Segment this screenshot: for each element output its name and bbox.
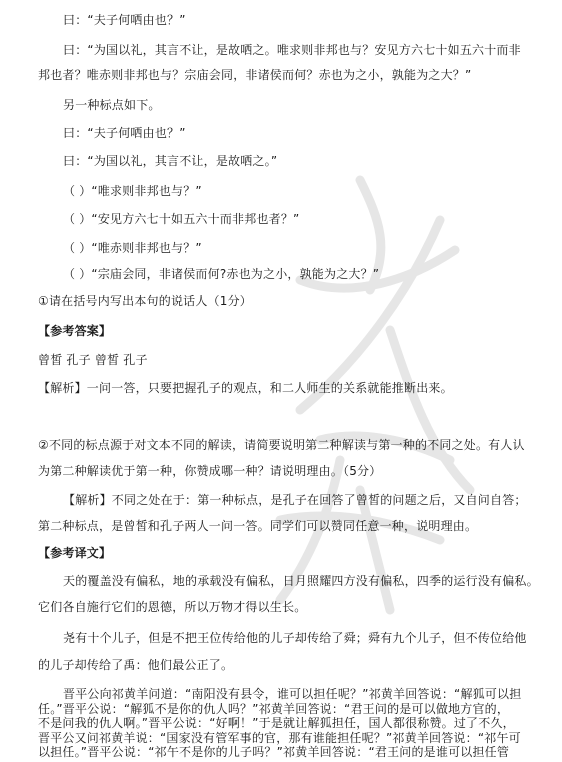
dialogue-line: 曰：“为国以礼，其言不让，是故哂之。唯求则非邦也与？安见方六七十如五六十而非 — [63, 43, 521, 57]
fill-blank-line: （ ）“安见方六七十如五六十而非邦也者？” — [63, 212, 300, 226]
analysis-text: 【解析】一问一答，只要把握孔子的观点，和二人师生的关系就能推断出来。 — [38, 381, 453, 395]
dialogue-line: 曰：“夫子何哂由也？” — [63, 13, 186, 27]
translation-text: 不是问我的仇人啊。”晋平公说：“好啊！”于是就让解狐担任，国人都很称赞。过了不久， — [38, 716, 515, 730]
analysis-text: 第二种标点，是曾皙和孔子两人一问一答。同学们可以赞同任意一种，说明理由。 — [38, 519, 478, 533]
question-text: 为第二种解读优于第一种，你赞成哪一种？请说明理由。（5分） — [38, 464, 382, 478]
dialogue-line: 曰：“夫子何哂由也？” — [63, 126, 186, 140]
analysis-text: 【解析】不同之处在于：第一种标点，是孔子在回答了曾皙的问题之后，又自问自答； — [63, 493, 527, 507]
answer-text: 曾皙 孔子 曾皙 孔子 — [38, 353, 148, 367]
question-text: ①请在括号内写出本句的说话人（1分） — [38, 294, 252, 308]
question-text: ②不同的标点源于对文本不同的解读，请简要说明第二种解读与第一种的不同之处。有人认 — [38, 438, 525, 452]
fill-blank-line: （ ）“唯赤则非邦也与？” — [63, 241, 202, 255]
translation-text: 的儿子却传给了禹：他们最公正了。 — [38, 658, 234, 672]
translation-text: 它们各自施行它们的恩德，所以万物才得以生长。 — [38, 600, 307, 614]
translation-text: 以担任。”晋平公说：“祁午不是你的儿子吗？”祁黄羊回答说：“君王问的是谁可以担任管 — [38, 745, 510, 759]
translation-heading: 【参考译文】 — [38, 546, 112, 560]
answer-heading: 【参考答案】 — [38, 324, 112, 338]
dialogue-line: 邦也者？唯赤则非邦也与？宗庙会同，非诸侯而何？赤也为之小，孰能为之大？” — [38, 68, 472, 82]
fill-blank-line: （ ）“宗庙会同，非诸侯而何?赤也为之小，孰能为之大？” — [63, 267, 380, 281]
translation-text: 晋平公向祁黄羊问道：“南阳没有县令，谁可以担任呢？”祁黄羊回答说：“解狐可以担 — [63, 687, 522, 701]
translation-text: 天的覆盖没有偏私，地的承载没有偏私，日月照耀四方没有偏私，四季的运行没有偏私。 — [63, 574, 539, 588]
dialogue-line: 曰：“为国以礼，其言不让，是故哂之。” — [63, 154, 278, 168]
fill-blank-line: （ ）“唯求则非邦也与？” — [63, 184, 202, 198]
translation-text: 晋平公又问祁黄羊说：“国家没有管军事的官，那有谁能担任呢？”祁黄羊回答说：“祁午可 — [38, 730, 521, 745]
translation-text: 任。”晋平公说：“解狐不是你的仇人吗？”祁黄羊回答说：“君王问的是可以做地方官的， — [38, 701, 510, 716]
paragraph-text: 另一种标点如下。 — [63, 98, 161, 112]
translation-text: 尧有十个儿子，但是不把王位传给他的儿子却传给了舜；舜有九个儿子，但不传位给他 — [63, 631, 527, 645]
